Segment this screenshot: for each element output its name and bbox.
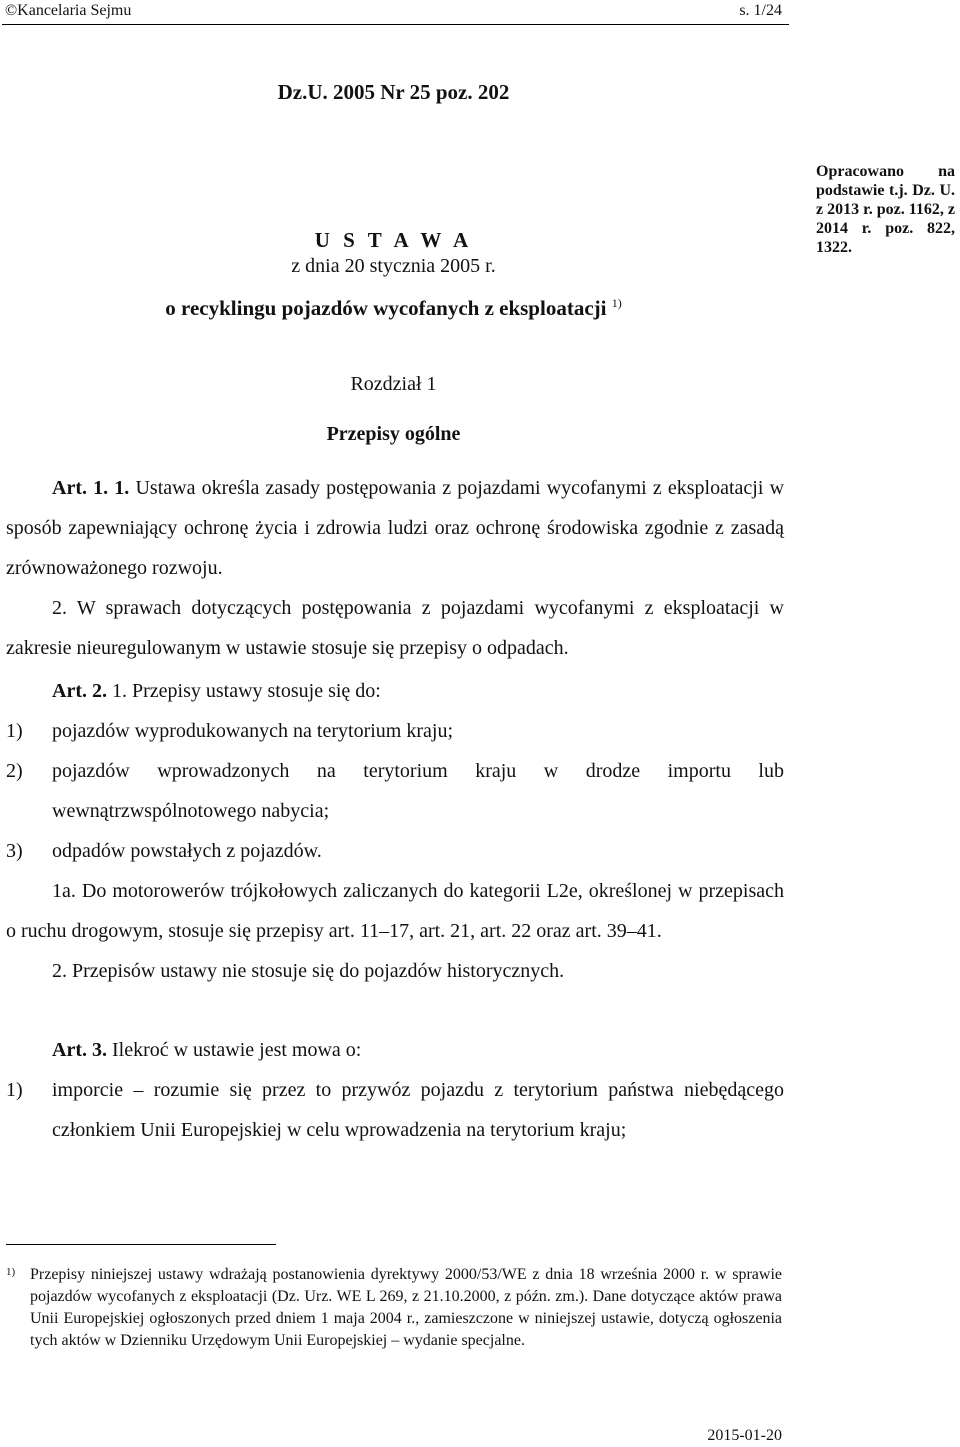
header-source: ©Kancelaria Sejmu [5,2,132,19]
list-item-text: pojazdów wprowadzonych na terytorium kraju w drodze importu lub wewnątrzwspólnotowego nabycia; [52,760,784,822]
article-3 [6,1030,784,1150]
list-item-text: odpadów powstałych z pojazdów. [52,840,322,862]
document-date: z dnia 20 stycznia 2005 r. [291,255,496,277]
title-text: o recyklingu pojazdów wycofanych z eksploatacji [165,296,607,320]
header-page-number: s. 1/24 [739,2,782,19]
list-item [6,711,784,751]
list-item-number: 3) [6,840,23,862]
list-item-number: 1) [6,720,23,742]
article-1-text: Ustawa określa zasady postępowania z pojazdami wycofanymi z eksploatacji w sposób zapewniający ochronę życia i zdrowia ludzi oraz ochronę środowiska zgodnie z zasadą zrównoważonego rozwoju. [6,477,785,579]
consolidation-note: Opracowano na podstawie t.j. Dz. U. z 2013 r. poz. 1162, z 2014 r. poz. 822, 1322. [816,163,955,256]
list-item-text: imporcie – rozumie się przez to przywóz pojazdu z terytorium państwa niebędącego członkiem Unii Europejskiej w celu wprowadzenia na terytorium kraju; [52,1079,784,1141]
document-title [0,296,787,321]
article-1-paragraph-2: 2. W sprawach dotyczących postępowania z pojazdami wycofanymi z eksploatacji w zakresie nieuregulowanym w ustawie stosuje się przepisy o odpadach. [6,597,784,659]
footnote [6,1264,782,1352]
article-2-paragraph-1a: 1a. Do motorowerów trójkołowych zaliczanych do kategorii L2e, określonej w przepisach o ruchu drogowym, stosuje się przepisy art. 11–17, art. 21, art. 22 oraz art. 39–41. [6,880,784,942]
article-3-intro: Ilekroć w ustawie jest mowa o: [111,1039,362,1061]
list-item [6,1070,784,1150]
article-2-intro: 1. Przepisy ustawy stosuje się do: [111,680,381,702]
chapter-number: Rozdział 1 [350,373,437,395]
chapter-title: Przepisy ogólne [326,423,461,445]
article-2-paragraph-1 [6,671,784,711]
list-item [6,831,784,871]
title-footnote-ref: 1) [611,296,622,310]
article-3-intro-line [6,1030,784,1070]
article-1 [6,468,784,668]
article-2-heading: Art. 2. [52,680,107,702]
footer-date: 2015-01-20 [707,1427,782,1444]
footnote-mark: 1) [6,1266,16,1278]
list-item-text: pojazdów wyprodukowanych na terytorium kraju; [52,720,454,742]
list-item-number: 2) [6,760,23,782]
journal-reference: Dz.U. 2005 Nr 25 poz. 202 [277,80,510,104]
article-1-paragraph-1 [6,468,784,588]
footnote-text: Przepisy niniejszej ustawy wdrażają postanowienia dyrektywy 2000/53/WE z dnia 18 września 2000 r. w sprawie pojazdów wycofanych z eksploatacji (Dz. Urz. WE L 269, z 21.10.2000, z późn. zm.). Dane dotyczące aktów prawa Unii Europejskiej ogłoszonych przed dniem 1 maja 2004 r., zamieszczone w niniejszej ustawie, dotyczą ogłoszenia tych aktów w Dzienniku Urzędowym Unii Europejskiej – wydanie specjalne. [30,1266,782,1349]
article-2-paragraph-2: 2. Przepisów ustawy nie stosuje się do pojazdów historycznych. [52,960,565,982]
article-1-heading: Art. 1. 1. [52,477,130,499]
header-rule [2,24,789,25]
list-item-number: 1) [6,1079,23,1101]
article-2 [6,671,784,991]
footnote-separator [6,1244,276,1245]
document-type: U S T A W A [314,228,473,252]
list-item [6,751,784,831]
article-3-heading: Art. 3. [52,1039,107,1061]
